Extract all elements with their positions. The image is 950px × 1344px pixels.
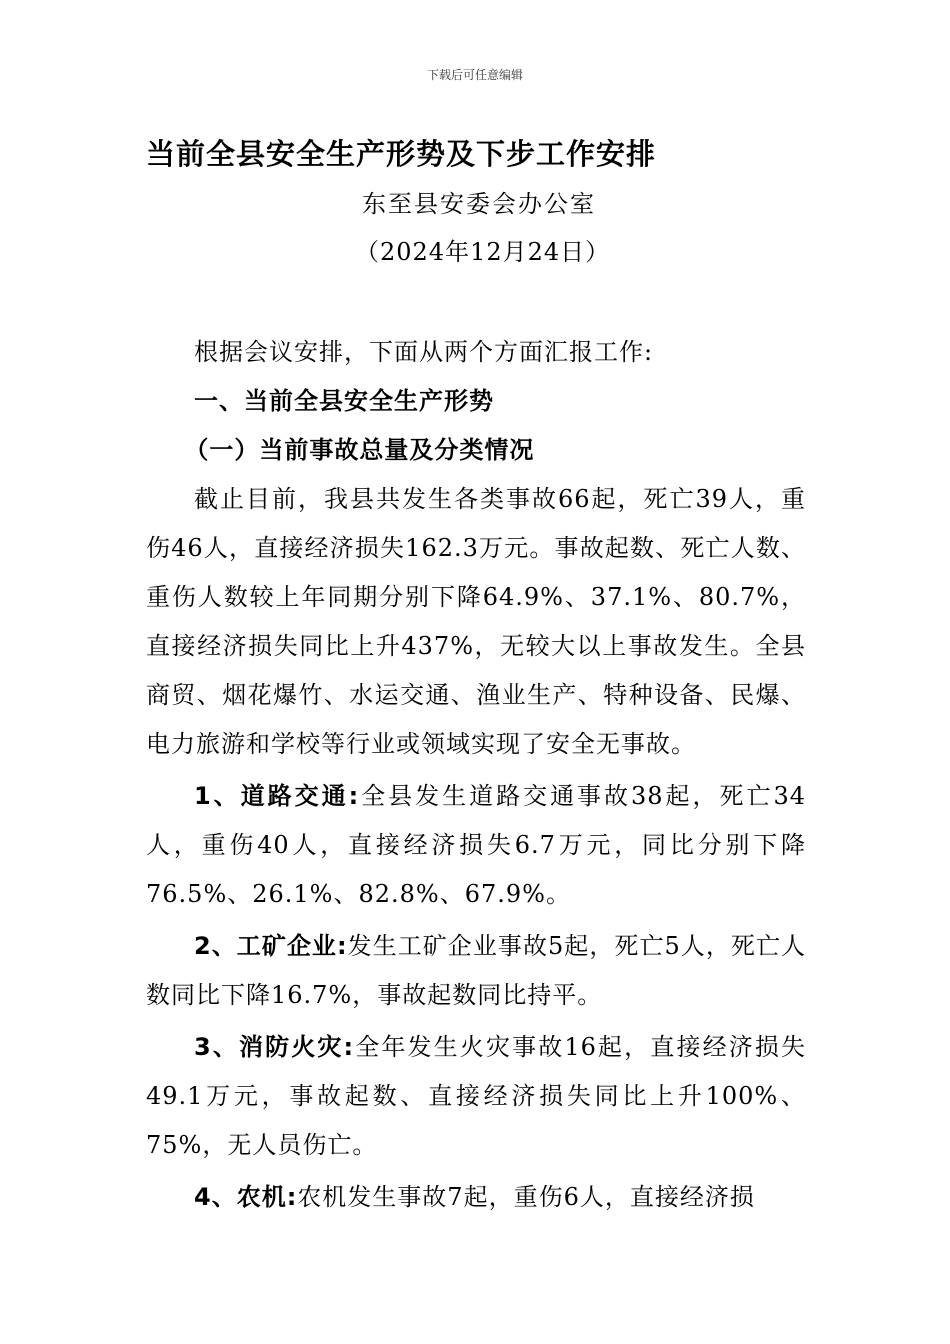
item-lead: 2、工矿企业: — [194, 932, 348, 960]
document-title: 当前全县安全生产形势及下步工作安排 — [146, 137, 657, 171]
subsection-heading: （一）当前事故总量及分类情况 — [184, 436, 535, 464]
section-heading: 一、当前全县安全生产形势 — [194, 387, 494, 415]
item-text: 发生工矿企业事故5起，死亡5人，死亡人数同比下降16.7%，事故起数同比持平。 — [146, 932, 806, 1009]
document-date: （2024年12月24日） — [355, 238, 611, 266]
issuing-office: 东至县安委会办公室 — [362, 190, 596, 218]
item-fire — [146, 1023, 806, 1170]
page-header-note: 下载后可任意编辑 — [426, 68, 523, 82]
item-text: 全县发生道路交通事故38起，死亡34人，重伤40人，直接经济损失6.7万元，同比分别下降76.5%、26.1%、82.8%、67.9%。 — [146, 782, 807, 908]
item-industrial-mining — [146, 922, 806, 1020]
overview-paragraph: 截止目前，我县共发生各类事故66起，死亡39人，重伤46人，直接经济损失162.3万元。事故起数、死亡人数、重伤人数较上年同期分别下降64.9%、37.1%、80.7%，直接经济损失同比上升437%，无较大以上事故发生。全县商贸、烟花爆竹、水运交通、渔业生产、特种设备、民爆、电力旅游和学校等行业或领域实现了安全无事故。 — [146, 485, 806, 758]
intro-paragraph: 根据会议安排，下面从两个方面汇报工作: — [194, 338, 654, 366]
document-body — [146, 328, 806, 1222]
item-text: 全年发生火灾事故16起，直接经济损失49.1万元，事故起数、直接经济损失同比上升100%、75%，无人员伤亡。 — [146, 1033, 806, 1159]
item-agricultural-machinery — [146, 1173, 806, 1222]
item-text: 农机发生事故7起，重伤6人，直接经济损 — [297, 1183, 755, 1211]
item-lead: 3、消防火灾: — [194, 1033, 355, 1061]
item-lead: 1、道路交通: — [194, 782, 360, 810]
item-road-traffic — [146, 772, 806, 919]
item-lead: 4、农机: — [194, 1183, 298, 1211]
